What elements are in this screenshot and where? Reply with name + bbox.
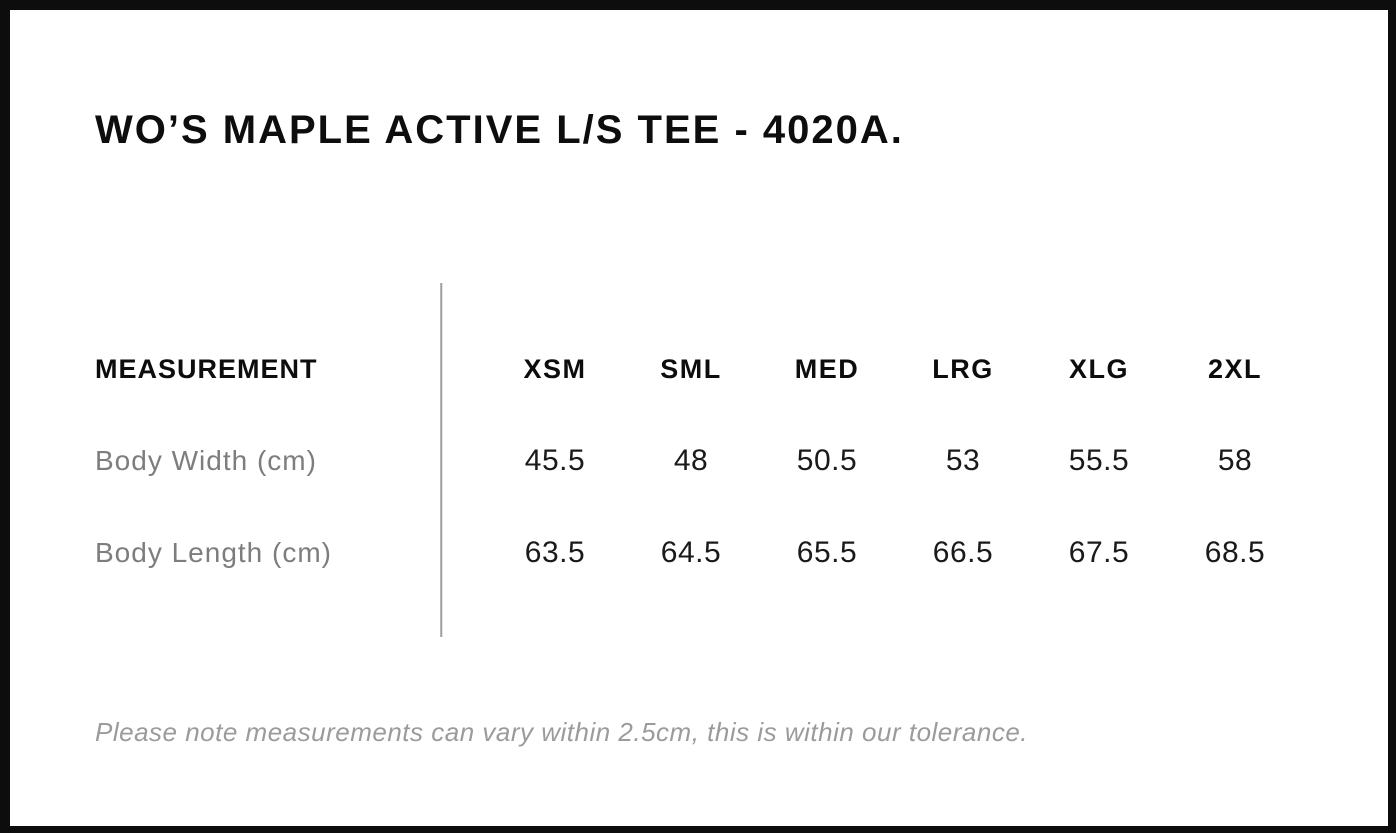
measurement-column-header: MEASUREMENT [95,353,318,384]
body-width-2xl: 58 [1217,444,1253,477]
body-length-xlg: 67.5 [1068,536,1130,569]
body-width-xsm: 45.5 [524,444,586,477]
size-chart-table [95,283,1303,637]
size-header-2xl: 2XL [1207,353,1263,384]
body-width-xlg: 55.5 [1068,444,1130,477]
table-header-row [95,323,1303,415]
body-length-med: 65.5 [796,536,858,569]
size-header-med: MED [794,353,860,384]
table-row-body-width [95,415,1303,507]
product-title: WO’S MAPLE ACTIVE L/S TEE - 4020A. [95,108,904,152]
size-header-cells [487,354,1303,385]
body-width-sml: 48 [673,444,709,477]
body-length-2xl: 68.5 [1204,536,1266,569]
body-length-values [487,536,1303,570]
body-width-med: 50.5 [796,444,858,477]
row-label-body-width: Body Width (cm) [95,445,317,476]
body-width-lrg: 53 [945,444,981,477]
body-length-sml: 64.5 [660,536,722,569]
row-label-body-length: Body Length (cm) [95,537,332,568]
vertical-divider [440,283,442,637]
size-header-lrg: LRG [932,353,994,384]
body-width-values [487,444,1303,478]
body-length-xsm: 63.5 [524,536,586,569]
size-header-sml: SML [660,353,722,384]
size-header-xlg: XLG [1068,353,1129,384]
size-header-xsm: XSM [523,353,587,384]
tolerance-note: Please note measurements can vary within 2.5cm, this is within our tolerance. [95,717,1029,747]
table-row-body-length [95,507,1303,599]
body-length-lrg: 66.5 [932,536,994,569]
size-chart-content [10,110,1388,745]
